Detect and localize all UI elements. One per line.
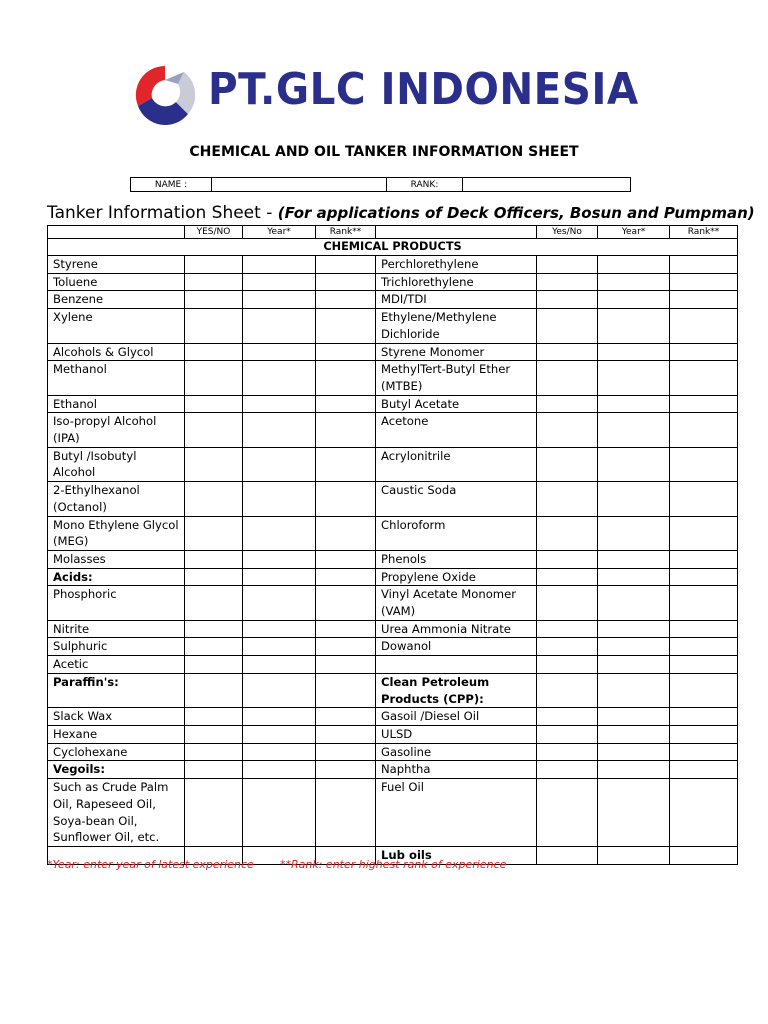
- yes-no-field-right[interactable]: [537, 361, 598, 395]
- yes-no-field-right[interactable]: [537, 550, 598, 568]
- rank-field-right[interactable]: [670, 673, 738, 707]
- header-cell: YES/NO: [185, 226, 243, 239]
- year-field-left[interactable]: [243, 620, 316, 638]
- product-name-right: Butyl Acetate: [376, 395, 537, 413]
- logo-swirl-icon: [132, 62, 198, 128]
- header-cell: Year*: [243, 226, 316, 239]
- yes-no-field-right[interactable]: [537, 482, 598, 516]
- year-field-right[interactable]: [598, 291, 670, 309]
- yes-no-field-right[interactable]: [537, 586, 598, 620]
- header-cell: [376, 226, 537, 239]
- year-field-right[interactable]: [598, 846, 670, 864]
- year-field-left[interactable]: [243, 743, 316, 761]
- product-name-right: Urea Ammonia Nitrate: [376, 620, 537, 638]
- header-cell: Year*: [598, 226, 670, 239]
- product-name-left: Hexane: [48, 725, 185, 743]
- year-field-right[interactable]: [598, 256, 670, 274]
- sheet-heading-text: Tanker Information Sheet -: [47, 203, 273, 223]
- product-name-right: Naphtha: [376, 761, 537, 779]
- header-cell: Rank**: [316, 226, 376, 239]
- rank-field-right[interactable]: [670, 343, 738, 361]
- yes-no-field-left[interactable]: [185, 291, 243, 309]
- rank-field-left[interactable]: [316, 761, 376, 779]
- year-field-left[interactable]: [243, 395, 316, 413]
- rank-field-left[interactable]: [316, 708, 376, 726]
- year-field-left[interactable]: [243, 779, 316, 847]
- year-field-right[interactable]: [598, 273, 670, 291]
- yes-no-field-right[interactable]: [537, 743, 598, 761]
- rank-field-right[interactable]: [670, 779, 738, 847]
- year-field-right[interactable]: [598, 638, 670, 656]
- rank-field-left[interactable]: [316, 361, 376, 395]
- rank-field-right[interactable]: [670, 656, 738, 674]
- product-name-right: Gasoil /Diesel Oil: [376, 708, 537, 726]
- yes-no-field-left[interactable]: [185, 761, 243, 779]
- table-row: [48, 273, 738, 291]
- rank-field-left[interactable]: [316, 725, 376, 743]
- product-name-left: Such as Crude Palm Oil, Rapeseed Oil, Soya-bean Oil, Sunflower Oil, etc.: [48, 779, 185, 847]
- rank-field-right[interactable]: [670, 586, 738, 620]
- year-field-left[interactable]: [243, 516, 316, 550]
- year-field-right[interactable]: [598, 725, 670, 743]
- product-name-right: ULSD: [376, 725, 537, 743]
- section-title: CHEMICAL PRODUCTS: [48, 239, 738, 256]
- year-field-right[interactable]: [598, 656, 670, 674]
- rank-field-right[interactable]: [670, 291, 738, 309]
- yes-no-field-left[interactable]: [185, 743, 243, 761]
- product-name-left: 2-Ethylhexanol (Octanol): [48, 482, 185, 516]
- product-name-left: Molasses: [48, 550, 185, 568]
- year-field-right[interactable]: [598, 447, 670, 481]
- rank-field-left[interactable]: [316, 620, 376, 638]
- rank-field-left[interactable]: [316, 586, 376, 620]
- product-name-left: Styrene: [48, 256, 185, 274]
- year-field-left[interactable]: [243, 309, 316, 343]
- yes-no-field-right[interactable]: [537, 725, 598, 743]
- rank-field-left[interactable]: [316, 656, 376, 674]
- year-field-right[interactable]: [598, 482, 670, 516]
- rank-field-right[interactable]: [670, 725, 738, 743]
- yes-no-field-left[interactable]: [185, 413, 243, 447]
- table-row: [48, 447, 738, 481]
- product-name-right: Vinyl Acetate Monomer (VAM): [376, 586, 537, 620]
- product-name-right: Caustic Soda: [376, 482, 537, 516]
- yes-no-field-right[interactable]: [537, 256, 598, 274]
- rank-field-right[interactable]: [670, 743, 738, 761]
- year-field-right[interactable]: [598, 743, 670, 761]
- product-name-left: Nitrite: [48, 620, 185, 638]
- year-field-left[interactable]: [243, 586, 316, 620]
- rank-field-right[interactable]: [670, 708, 738, 726]
- footnote-rank: **Rank: enter highest rank of experience: [280, 858, 507, 871]
- yes-no-field-right[interactable]: [537, 343, 598, 361]
- rank-field-left[interactable]: [316, 482, 376, 516]
- year-field-right[interactable]: [598, 761, 670, 779]
- yes-no-field-left[interactable]: [185, 673, 243, 707]
- yes-no-field-right[interactable]: [537, 309, 598, 343]
- rank-field-right[interactable]: [670, 846, 738, 864]
- product-name-right: Lub oils: [376, 846, 537, 864]
- table-row: [48, 482, 738, 516]
- year-field-right[interactable]: [598, 516, 670, 550]
- table-row: [48, 761, 738, 779]
- rank-field-left[interactable]: [316, 256, 376, 274]
- rank-field-right[interactable]: [670, 516, 738, 550]
- sheet-subheading: (For applications of Deck Officers, Bosun and Pumpman): [277, 204, 755, 222]
- yes-no-field-left[interactable]: [185, 656, 243, 674]
- document-title: CHEMICAL AND OIL TANKER INFORMATION SHEET: [189, 144, 579, 160]
- yes-no-field-right[interactable]: [537, 291, 598, 309]
- rank-field-right[interactable]: [670, 309, 738, 343]
- year-field-right[interactable]: [598, 568, 670, 586]
- table-row: [48, 779, 738, 847]
- year-field-right[interactable]: [598, 309, 670, 343]
- yes-no-field-left[interactable]: [185, 620, 243, 638]
- rank-field-left[interactable]: [316, 516, 376, 550]
- yes-no-field-right[interactable]: [537, 638, 598, 656]
- product-name-left: Sulphuric: [48, 638, 185, 656]
- header-cell: Rank**: [670, 226, 738, 239]
- rank-field-right[interactable]: [670, 447, 738, 481]
- rank-field-left[interactable]: [316, 447, 376, 481]
- rank-field-right[interactable]: [670, 395, 738, 413]
- product-name-right: MethylTert-Butyl Ether (MTBE): [376, 361, 537, 395]
- table-row: [48, 291, 738, 309]
- year-field-left[interactable]: [243, 656, 316, 674]
- table-row: [48, 256, 738, 274]
- product-name-left: Slack Wax: [48, 708, 185, 726]
- year-field-right[interactable]: [598, 673, 670, 707]
- header-cell: Yes/No: [537, 226, 598, 239]
- rank-field-left[interactable]: [316, 273, 376, 291]
- table-row: [48, 673, 738, 707]
- table-header-row: [48, 226, 738, 239]
- yes-no-field-right[interactable]: [537, 516, 598, 550]
- product-name-right: Ethylene/Methylene Dichloride: [376, 309, 537, 343]
- name-field[interactable]: [212, 178, 387, 192]
- yes-no-field-right[interactable]: [537, 447, 598, 481]
- yes-no-field-right[interactable]: [537, 708, 598, 726]
- yes-no-field-left[interactable]: [185, 309, 243, 343]
- yes-no-field-right[interactable]: [537, 846, 598, 864]
- rank-field-left[interactable]: [316, 550, 376, 568]
- yes-no-field-left[interactable]: [185, 638, 243, 656]
- product-name-left: Alcohols & Glycol: [48, 343, 185, 361]
- rank-field-right[interactable]: [670, 568, 738, 586]
- yes-no-field-left[interactable]: [185, 568, 243, 586]
- year-field-left[interactable]: [243, 568, 316, 586]
- table-row: [48, 586, 738, 620]
- year-field-left[interactable]: [243, 638, 316, 656]
- year-field-right[interactable]: [598, 620, 670, 638]
- yes-no-field-right[interactable]: [537, 673, 598, 707]
- rank-field-left[interactable]: [316, 779, 376, 847]
- year-field-left[interactable]: [243, 413, 316, 447]
- product-name-left: Paraffin's:: [48, 673, 185, 707]
- product-name-right: Acrylonitrile: [376, 447, 537, 481]
- product-name-right: Perchlorethylene: [376, 256, 537, 274]
- name-label: NAME :: [131, 178, 212, 192]
- yes-no-field-left[interactable]: [185, 516, 243, 550]
- yes-no-field-left[interactable]: [185, 256, 243, 274]
- sheet-heading: [47, 203, 755, 223]
- product-name-left: Vegoils:: [48, 761, 185, 779]
- year-field-left[interactable]: [243, 550, 316, 568]
- product-name-right: Chloroform: [376, 516, 537, 550]
- product-name-right: Phenols: [376, 550, 537, 568]
- rank-field-left[interactable]: [316, 291, 376, 309]
- rank-field-left[interactable]: [316, 743, 376, 761]
- rank-field-left[interactable]: [316, 343, 376, 361]
- yes-no-field-left[interactable]: [185, 550, 243, 568]
- table-row: [48, 725, 738, 743]
- table-row: [48, 743, 738, 761]
- year-field-left[interactable]: [243, 447, 316, 481]
- yes-no-field-left[interactable]: [185, 482, 243, 516]
- yes-no-field-left[interactable]: [185, 273, 243, 291]
- company-logo: [132, 62, 639, 128]
- rank-field-right[interactable]: [670, 482, 738, 516]
- year-field-left[interactable]: [243, 343, 316, 361]
- yes-no-field-left[interactable]: [185, 586, 243, 620]
- rank-field-left[interactable]: [316, 395, 376, 413]
- yes-no-field-left[interactable]: [185, 447, 243, 481]
- product-name-left: Acids:: [48, 568, 185, 586]
- table-row: [48, 550, 738, 568]
- table-row: [48, 638, 738, 656]
- product-name-right: [376, 656, 537, 674]
- year-field-right[interactable]: [598, 343, 670, 361]
- rank-field[interactable]: [463, 178, 631, 192]
- year-field-right[interactable]: [598, 395, 670, 413]
- product-name-left: Butyl /Isobutyl Alcohol: [48, 447, 185, 481]
- yes-no-field-left[interactable]: [185, 725, 243, 743]
- table-row: [48, 309, 738, 343]
- product-name-left: Iso-propyl Alcohol (IPA): [48, 413, 185, 447]
- footnote-year: *Year: enter year of latest experience: [47, 858, 254, 871]
- product-name-right: Trichlorethylene: [376, 273, 537, 291]
- rank-field-right[interactable]: [670, 761, 738, 779]
- rank-field-right[interactable]: [670, 361, 738, 395]
- product-name-left: Mono Ethylene Glycol (MEG): [48, 516, 185, 550]
- yes-no-field-right[interactable]: [537, 620, 598, 638]
- table-row: [48, 516, 738, 550]
- yes-no-field-right[interactable]: [537, 413, 598, 447]
- yes-no-field-right[interactable]: [537, 761, 598, 779]
- year-field-left[interactable]: [243, 291, 316, 309]
- product-name-right: Dowanol: [376, 638, 537, 656]
- rank-field-left[interactable]: [316, 638, 376, 656]
- rank-field-left[interactable]: [316, 413, 376, 447]
- year-field-left[interactable]: [243, 673, 316, 707]
- year-field-left[interactable]: [243, 361, 316, 395]
- year-field-left[interactable]: [243, 482, 316, 516]
- yes-no-field-right[interactable]: [537, 656, 598, 674]
- year-field-left[interactable]: [243, 725, 316, 743]
- product-name-right: Acetone: [376, 413, 537, 447]
- product-name-left: Benzene: [48, 291, 185, 309]
- yes-no-field-left[interactable]: [185, 343, 243, 361]
- rank-field-right[interactable]: [670, 273, 738, 291]
- product-name-left: Acetic: [48, 656, 185, 674]
- table-row: [48, 395, 738, 413]
- year-field-left[interactable]: [243, 273, 316, 291]
- rank-field-right[interactable]: [670, 413, 738, 447]
- product-name-right: Fuel Oil: [376, 779, 537, 847]
- rank-field-left[interactable]: [316, 309, 376, 343]
- year-field-right[interactable]: [598, 779, 670, 847]
- year-field-left[interactable]: [243, 761, 316, 779]
- year-field-right[interactable]: [598, 413, 670, 447]
- year-field-right[interactable]: [598, 361, 670, 395]
- yes-no-field-left[interactable]: [185, 779, 243, 847]
- table-row: [48, 708, 738, 726]
- name-rank-table: [130, 177, 631, 192]
- table-row: [48, 343, 738, 361]
- rank-field-left[interactable]: [316, 568, 376, 586]
- rank-field-left[interactable]: [316, 673, 376, 707]
- yes-no-field-right[interactable]: [537, 568, 598, 586]
- product-name-left: Xylene: [48, 309, 185, 343]
- year-field-left[interactable]: [243, 708, 316, 726]
- table-row: [48, 413, 738, 447]
- section-title-row: [48, 239, 738, 256]
- yes-no-field-right[interactable]: [537, 779, 598, 847]
- table-row: [48, 361, 738, 395]
- rank-field-right[interactable]: [670, 256, 738, 274]
- product-name-left: Phosphoric: [48, 586, 185, 620]
- product-name-right: Propylene Oxide: [376, 568, 537, 586]
- product-name-right: Gasoline: [376, 743, 537, 761]
- yes-no-field-right[interactable]: [537, 273, 598, 291]
- table-row: [48, 620, 738, 638]
- experience-table: [47, 225, 738, 865]
- yes-no-field-left[interactable]: [185, 361, 243, 395]
- year-field-right[interactable]: [598, 550, 670, 568]
- yes-no-field-left[interactable]: [185, 708, 243, 726]
- rank-field-right[interactable]: [670, 620, 738, 638]
- company-name: PT.GLC INDONESIA: [208, 64, 639, 115]
- table-row: [48, 656, 738, 674]
- rank-field-right[interactable]: [670, 638, 738, 656]
- year-field-right[interactable]: [598, 708, 670, 726]
- year-field-left[interactable]: [243, 256, 316, 274]
- yes-no-field-left[interactable]: [185, 395, 243, 413]
- product-name-left: Ethanol: [48, 395, 185, 413]
- product-name-right: Clean Petroleum Products (CPP):: [376, 673, 537, 707]
- table-row: [48, 568, 738, 586]
- product-name-left: Toluene: [48, 273, 185, 291]
- yes-no-field-right[interactable]: [537, 395, 598, 413]
- rank-field-right[interactable]: [670, 550, 738, 568]
- year-field-right[interactable]: [598, 586, 670, 620]
- rank-label: RANK:: [387, 178, 463, 192]
- product-name-right: Styrene Monomer: [376, 343, 537, 361]
- product-name-left: Cyclohexane: [48, 743, 185, 761]
- product-name-left: Methanol: [48, 361, 185, 395]
- header-cell: [48, 226, 185, 239]
- product-name-right: MDI/TDI: [376, 291, 537, 309]
